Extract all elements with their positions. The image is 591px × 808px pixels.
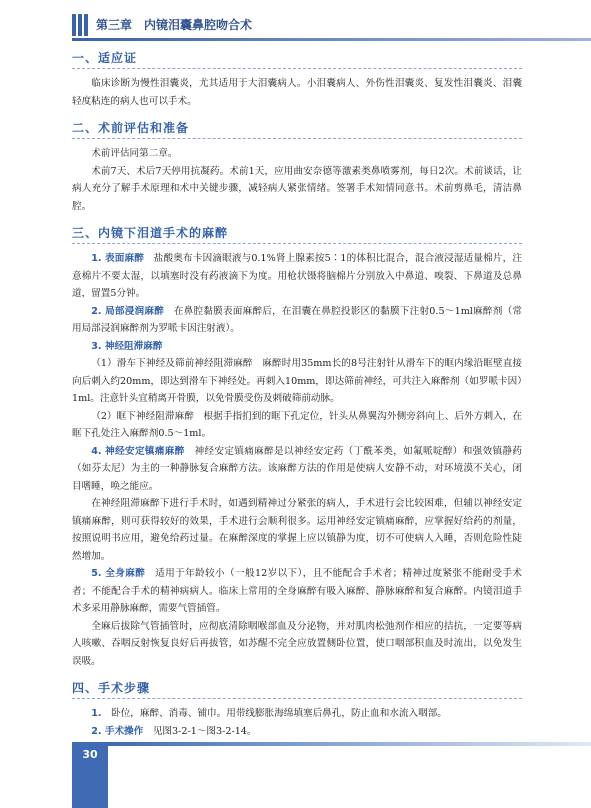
paragraph: 2. 局部浸润麻醉 在鼻腔黏膜表面麻醉后，在泪囊在鼻腔投影区的黏膜下注射0.5～1ml麻醉剂（常用局部浸润麻醉剂为罗哌卡因注射液）。 — [72, 305, 522, 334]
paragraph: 临床诊断为慢性泪囊炎，尤其适用于大泪囊病人。小泪囊病人、外伤性泪囊炎、复发性泪囊炎、泪囊轻度粘连的病人也可以手术。 — [72, 78, 522, 107]
subheading: 1. 表面麻醉 — [91, 253, 145, 264]
paragraph — [72, 338, 522, 356]
section-title: 二、术前评估和准备 — [72, 121, 190, 135]
paragraph: 1. 表面麻醉 盐酸奥布卡因滴眼液与0.1%肾上腺素按5∶1的体积比混合，混合液浸湿适量棉片，注意棉片不要太湿，以填塞时没有药液滴下为度。用枪状镊将脑棉片分别放入中鼻道、嗅裂、下鼻道及总鼻道，留置5分钟。 — [72, 253, 522, 299]
subheading: 2. 局部浸润麻醉 — [91, 305, 165, 317]
paragraph: （2）眶下神经阻滞麻醉 根据手指扪到的眶下孔定位，针头从鼻翼沟外侧旁斜向上、后外方刺入，在眶下孔处注入麻醉剂0.5～1ml。 — [72, 410, 522, 439]
paragraph: 4. 神经安定镇痛麻醉 神经安定镇痛麻醉是以神经安定药（丁酰苯类，如氟哌啶醇）和强效镇静药（如芬太尼）为主的一种静脉复合麻醉方法。该麻醉方法的作用是使病人安静不动，对环境漠不关心，闭目嗜睡，唤之能应。 — [72, 445, 522, 492]
paragraph: 术前评估同第二章。 — [91, 148, 178, 159]
header-rule — [72, 38, 591, 41]
page-number: 30 — [82, 748, 98, 761]
paragraph: 术前7天、术后7天停用抗凝药。术前1天，应用曲安奈德等激素类鼻喷雾剂，每日2次。术前谈话，让病人充分了解手术原理和术中关键步骤，减轻病人紧张情绪。签署手术知情同意书。术前剪鼻毛，清洁鼻腔。 — [72, 165, 522, 212]
paragraph: 2. 手术操作 见图3-2-1～图3-2-14。 — [91, 725, 257, 737]
paragraph: 1. 卧位，麻醉、消毒、铺巾。用带线膨胀海绵填塞后鼻孔，防止血和水流入咽部。 — [91, 708, 447, 719]
paragraph: 5. 全身麻醉 适用于年龄较小（一般12岁以下），且不能配合手术者；精神过度紧张不能耐受手术者；不能配合手术的精神病病人。临床上常用的全身麻醉有吸入麻醉、静脉麻醉和复合麻醉。内镜泪道手术多采用静脉麻醉，需要气管插管。 — [72, 568, 522, 614]
subheading: 2. 手术操作 — [91, 725, 144, 737]
subheading: 4. 神经安定镇痛麻醉 — [91, 445, 185, 457]
paragraph: （1）滑车下神经及筛前神经阻滞麻醉 麻醉时用35mm长的8号注射针从滑车下的眶内缘沿眶壁直接向后刺入约20mm，即达到滑车下神经处。再刺入10mm，即达筛前神经，可共注入麻醉剂（如罗哌卡因）1ml。注意针头宜稍离开骨膜，以免骨膜受伤及刺破筛前动脉。 — [72, 358, 522, 404]
header-bars — [72, 14, 88, 36]
page-content — [72, 48, 522, 748]
subheading: 3. 神经阻滞麻醉 — [91, 340, 163, 352]
footer-rule — [108, 742, 591, 746]
subheading: 5. 全身麻醉 — [91, 568, 146, 579]
section-title: 一、适应证 — [72, 51, 138, 65]
section-title: 四、手术步骤 — [72, 681, 151, 695]
paragraph: 全麻后拔除气管插管时，应彻底清除咽喉部血及分泌物，并对肌肉松弛剂作相应的拮抗，一定要等病人咳嗽、吞咽反射恢复良好后再拔管，如苏醒不完全应放置侧卧位置，使口咽部积血及时流出，以免发生误吸。 — [72, 620, 522, 667]
paragraph: 在神经阻滞麻醉下进行手术时，如遇到精神过分紧张的病人，手术进行会比较困难，但辅以神经安定镇痛麻醉，则可获得较好的效果，手术进行会顺利很多。运用神经安定镇痛麻醉，应掌握好给药的剂量，按照说明书应用，避免给药过量。在麻醉深度的掌握上应以镇静为度，切不可使病人入睡，否则危险性陡然增加。 — [72, 498, 522, 562]
section-title: 三、内镜下泪道手术的麻醉 — [72, 226, 229, 240]
chapter-title: 第三章 内镜泪囊鼻腔吻合术 — [96, 18, 253, 32]
subheading: 1. — [91, 708, 102, 719]
